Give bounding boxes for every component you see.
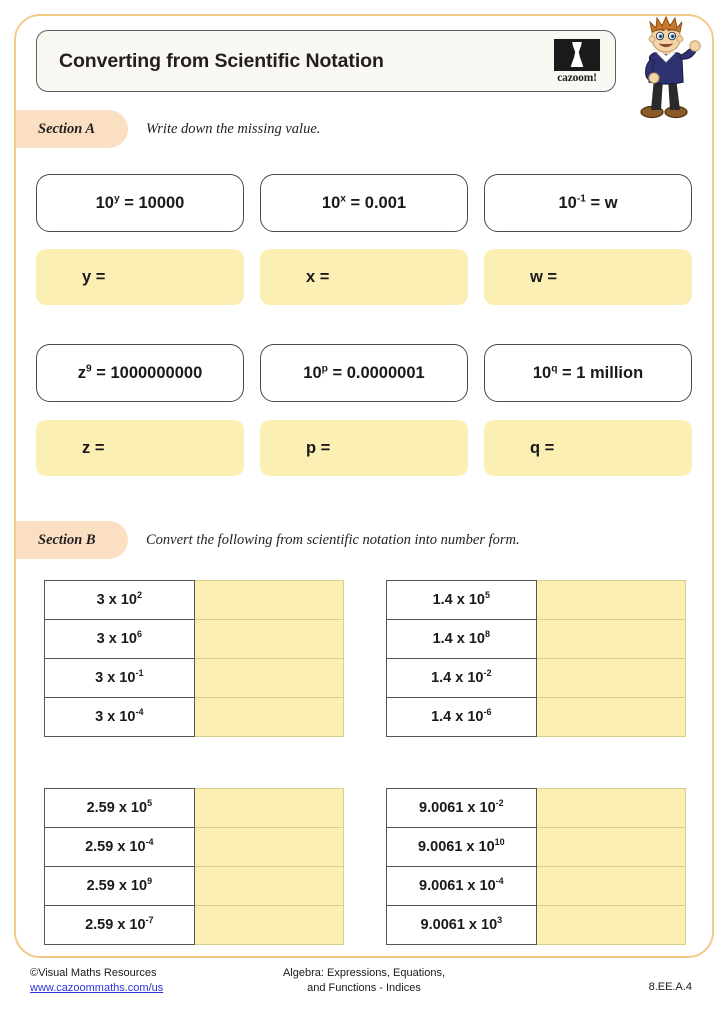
table-row: [45, 659, 344, 698]
question-text: $10^{-1} = w$: [558, 193, 618, 212]
table-row: [45, 698, 344, 737]
question-text: $10^x = 0.001$: [321, 193, 407, 212]
section-a-row2-answers: [36, 420, 692, 476]
answer-cell[interactable]: [536, 828, 685, 867]
answer-cell[interactable]: [536, 581, 685, 620]
section-a-label: Section A: [38, 120, 96, 137]
answer-field-y[interactable]: [36, 249, 244, 305]
notation-cell: 3 x $10^6$: [45, 620, 195, 659]
notation-cell: 2.59 x $10^{-4}$: [45, 828, 195, 867]
notation-cell: 2.59 x $10^9$: [45, 867, 195, 906]
worksheet-footer: [0, 966, 728, 1018]
question-box: [484, 174, 692, 232]
table-row: [387, 789, 686, 828]
boy-mascot-icon: [624, 16, 708, 120]
question-text: $10^y = 10000$: [95, 193, 185, 212]
topic-line-1: Algebra: Expressions, Equations,: [282, 967, 446, 979]
question-text: $10^q = 1$ million: [532, 363, 644, 382]
table-row: [387, 620, 686, 659]
question-box: [260, 344, 468, 402]
answer-cell[interactable]: [194, 620, 343, 659]
section-a-row2-questions: [36, 344, 692, 402]
section-a-instruction: Write down the missing value.: [146, 120, 321, 137]
notation-cell: 1.4 x $10^5$: [387, 581, 537, 620]
answer-label: w =: [530, 267, 558, 286]
question-box: [36, 174, 244, 232]
answer-cell[interactable]: [536, 867, 685, 906]
answer-field-x[interactable]: [260, 249, 468, 305]
question-text: $z^9 = 1000000000$: [77, 363, 203, 382]
answer-label: y =: [82, 267, 106, 286]
table-row: [387, 867, 686, 906]
notation-cell: 9.0061 x $10^{-2}$: [387, 789, 537, 828]
notation-cell: 2.59 x $10^{-7}$: [45, 906, 195, 945]
answer-cell[interactable]: [536, 659, 685, 698]
question-box: [36, 344, 244, 402]
section-b-banner: [16, 521, 520, 559]
footer-topic: [0, 966, 728, 996]
cazoom-goblet-icon: [554, 39, 600, 71]
answer-field-w[interactable]: [484, 249, 692, 305]
table-row: [387, 698, 686, 737]
answer-cell[interactable]: [194, 698, 343, 737]
section-b-instruction: Convert the following from scientific notation into number form.: [146, 531, 520, 548]
website-link[interactable]: www.cazoommaths.com/us: [30, 982, 164, 994]
table-row: [45, 581, 344, 620]
answer-field-q[interactable]: [484, 420, 692, 476]
section-a-banner: [16, 110, 320, 148]
table-2p59x: [44, 788, 344, 945]
table-row: [45, 620, 344, 659]
notation-cell: 1.4 x $10^{-2}$: [387, 659, 537, 698]
standard-code: 8.EE.A.4: [648, 981, 692, 993]
notation-cell: 9.0061 x $10^{-4}$: [387, 867, 537, 906]
cazoom-wordmark: cazoom!: [557, 71, 597, 84]
table-row: [387, 906, 686, 945]
cazoom-logo: [549, 37, 605, 85]
answer-cell[interactable]: [194, 581, 343, 620]
title-box: [36, 30, 616, 92]
notation-cell: 9.0061 x $10^3$: [387, 906, 537, 945]
notation-cell: 1.4 x $10^{-6}$: [387, 698, 537, 737]
section-b-label: Section B: [38, 531, 96, 548]
notation-cell: 3 x $10^{-4}$: [45, 698, 195, 737]
answer-cell[interactable]: [194, 659, 343, 698]
section-a-pill: [16, 110, 128, 148]
table-row: [45, 867, 344, 906]
table-row: [387, 581, 686, 620]
answer-field-z[interactable]: [36, 420, 244, 476]
answer-cell[interactable]: [194, 789, 343, 828]
notation-cell: 2.59 x $10^5$: [45, 789, 195, 828]
section-b-pill: [16, 521, 128, 559]
answer-cell[interactable]: [536, 789, 685, 828]
answer-cell[interactable]: [536, 906, 685, 945]
answer-cell[interactable]: [536, 698, 685, 737]
notation-cell: 3 x $10^{-1}$: [45, 659, 195, 698]
answer-cell[interactable]: [194, 906, 343, 945]
worksheet-header: [36, 30, 616, 92]
table-3x: [44, 580, 344, 737]
section-a-row1-questions: [36, 174, 692, 232]
question-box: [260, 174, 468, 232]
table-row: [45, 828, 344, 867]
answer-label: z =: [82, 438, 105, 457]
copyright-text: ©Visual Maths Resources: [30, 967, 157, 979]
table-row: [387, 659, 686, 698]
answer-cell[interactable]: [194, 867, 343, 906]
answer-field-p[interactable]: [260, 420, 468, 476]
answer-label: x =: [306, 267, 330, 286]
table-9p0061x: [386, 788, 686, 945]
table-1p4x: [386, 580, 686, 737]
page-title: Converting from Scientific Notation: [59, 49, 384, 72]
goblet-glyph: [570, 42, 585, 67]
notation-cell: 9.0061 x $10^{10}$: [387, 828, 537, 867]
answer-cell[interactable]: [536, 620, 685, 659]
topic-line-2: and Functions - Indices: [307, 982, 421, 994]
table-row: [45, 789, 344, 828]
question-text: $10^p = 0.0000001$: [303, 363, 425, 382]
table-row: [387, 828, 686, 867]
answer-label: q =: [530, 438, 555, 457]
question-box: [484, 344, 692, 402]
notation-cell: 3 x $10^2$: [45, 581, 195, 620]
answer-cell[interactable]: [194, 828, 343, 867]
answer-label: p =: [306, 438, 331, 457]
section-a-row1-answers: [36, 249, 692, 305]
table-row: [45, 906, 344, 945]
notation-cell: 1.4 x $10^8$: [387, 620, 537, 659]
